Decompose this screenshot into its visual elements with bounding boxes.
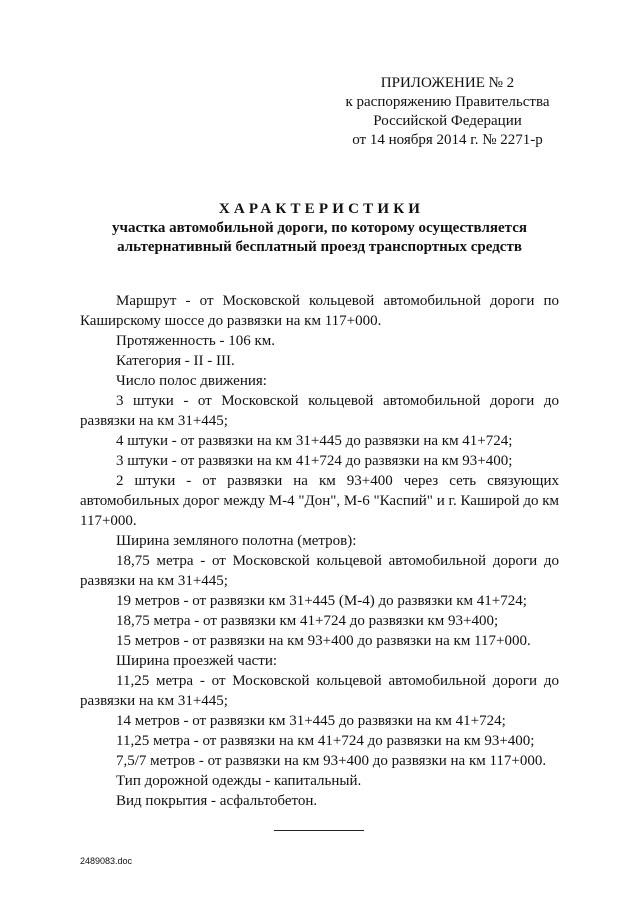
paragraph-carriageway-heading: Ширина проезжей части:	[116, 653, 278, 669]
document-body	[80, 291, 559, 811]
paragraph-subgrade-4: 15 метров - от развязки на км 93+400 до развязки на км 117+000.	[116, 633, 531, 649]
end-divider	[274, 830, 364, 831]
paragraph-subgrade-2: 19 метров - от развязки км 31+445 (М-4) до развязки км 41+724;	[116, 593, 527, 609]
document-heading	[80, 199, 559, 257]
paragraph-length: Протяженность - 106 км.	[116, 333, 275, 349]
document-subtitle-line-1: участка автомобильной дороги, по которому осуществляется	[112, 220, 527, 236]
paragraph-subgrade-1: 18,75 метра - от Московской кольцевой автомобильной дороги до развязки на км 31+445;	[80, 553, 559, 589]
appendix-date-number: от 14 ноября 2014 г. № 2271-р	[352, 132, 543, 148]
paragraph-category: Категория - II - III.	[116, 353, 235, 369]
paragraph-lanes-3: 3 штуки - от развязки на км 41+724 до развязки на км 93+400;	[116, 453, 513, 469]
paragraph-carriageway-4: 7,5/7 метров - от развязки на км 93+400 до развязки на км 117+000.	[116, 753, 547, 769]
paragraph-carriageway-3: 11,25 метра - от развязки на км 41+724 до развязки на км 93+400;	[116, 733, 535, 749]
appendix-block	[330, 74, 565, 150]
paragraph-lanes-2: 4 штуки - от развязки на км 31+445 до развязки на км 41+724;	[116, 433, 513, 449]
paragraph-pavement-type: Тип дорожной одежды - капитальный.	[116, 773, 362, 789]
paragraph-surface-type: Вид покрытия - асфальтобетон.	[116, 793, 318, 809]
appendix-order-ref: к распоряжению Правительства	[345, 94, 550, 110]
paragraph-carriageway-1: 11,25 метра - от Московской кольцевой автомобильной дороги до развязки на км 31+445;	[80, 673, 559, 709]
paragraph-lanes-1: 3 штуки - от Московской кольцевой автомобильной дороги до развязки на км 31+445;	[80, 393, 559, 429]
paragraph-lanes-4: 2 штуки - от развязки на км 93+400 через сеть связующих автомобильных дорог между М-4 "Дон", М-6 "Каспий" и г. Каширой до км 117+000.	[80, 473, 559, 529]
document-title: ХАРАКТЕРИСТИКИ	[218, 201, 425, 217]
paragraph-subgrade-3: 18,75 метра - от развязки км 41+724 до развязки км 93+400;	[116, 613, 499, 629]
paragraph-carriageway-2: 14 метров - от развязки км 31+445 до развязки на км 41+724;	[116, 713, 506, 729]
appendix-number: ПРИЛОЖЕНИЕ № 2	[380, 75, 515, 91]
appendix-authority: Российской Федерации	[373, 113, 522, 129]
paragraph-lanes-heading: Число полос движения:	[116, 373, 267, 389]
document-subtitle-line-2: альтернативный бесплатный проезд транспортных средств	[117, 239, 522, 255]
paragraph-subgrade-heading: Ширина земляного полотна (метров):	[116, 533, 357, 549]
file-name-footer: 2489083.doc	[80, 856, 133, 866]
paragraph-route: Маршрут - от Московской кольцевой автомобильной дороги по Каширскому шоссе до развязки на км 117+000.	[80, 293, 559, 329]
